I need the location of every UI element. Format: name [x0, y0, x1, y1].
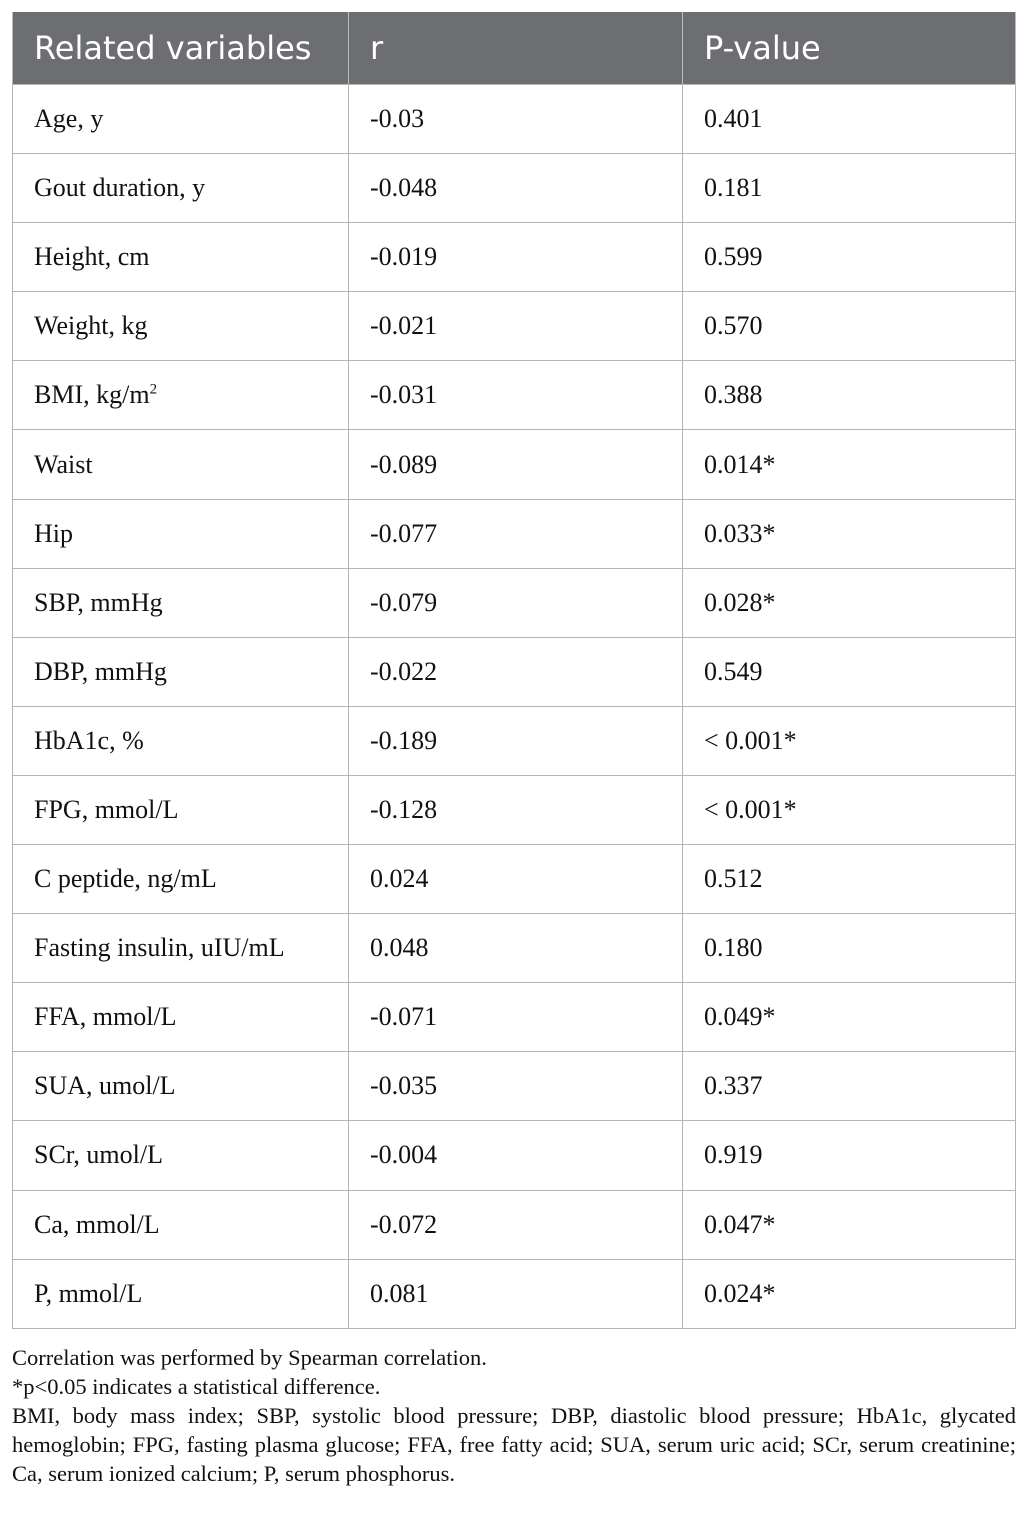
- table-row: [13, 845, 1016, 914]
- r-cell: -0.128: [349, 775, 683, 844]
- p-value-cell: < 0.001*: [683, 775, 1016, 844]
- p-value-cell: 0.401: [683, 85, 1016, 154]
- table-row: [13, 430, 1016, 499]
- p-value-cell: 0.388: [683, 361, 1016, 430]
- table-row: [13, 775, 1016, 844]
- table-row: [13, 568, 1016, 637]
- p-value-cell: 0.570: [683, 292, 1016, 361]
- r-cell: -0.071: [349, 983, 683, 1052]
- p-value-cell: 0.599: [683, 223, 1016, 292]
- p-value-cell: < 0.001*: [683, 706, 1016, 775]
- table-row: [13, 292, 1016, 361]
- variable-cell: Ca, mmol/L: [13, 1190, 349, 1259]
- variable-cell: Gout duration, y: [13, 154, 349, 223]
- variable-cell: Height, cm: [13, 223, 349, 292]
- table-row: [13, 1190, 1016, 1259]
- variable-cell: FFA, mmol/L: [13, 983, 349, 1052]
- variable-cell: SCr, umol/L: [13, 1121, 349, 1190]
- table-row: [13, 85, 1016, 154]
- table-row: [13, 1259, 1016, 1328]
- r-cell: -0.03: [349, 85, 683, 154]
- variable-cell: C peptide, ng/mL: [13, 845, 349, 914]
- header-related-variables: Related variables: [13, 12, 349, 85]
- header-p-value: P-value: [683, 12, 1016, 85]
- p-value-cell: 0.024*: [683, 1259, 1016, 1328]
- footnote-method: Correlation was performed by Spearman correlation.: [12, 1345, 487, 1370]
- table-row: [13, 983, 1016, 1052]
- table-footnotes: [12, 1343, 1016, 1488]
- table-row: [13, 361, 1016, 430]
- variable-cell: HbA1c, %: [13, 706, 349, 775]
- variable-cell: SBP, mmHg: [13, 568, 349, 637]
- variable-cell: Age, y: [13, 85, 349, 154]
- table-body: [13, 85, 1016, 1329]
- p-value-cell: 0.033*: [683, 499, 1016, 568]
- r-cell: 0.024: [349, 845, 683, 914]
- variable-cell: DBP, mmHg: [13, 637, 349, 706]
- r-cell: -0.021: [349, 292, 683, 361]
- table-row: [13, 1121, 1016, 1190]
- r-cell: -0.031: [349, 361, 683, 430]
- r-cell: -0.022: [349, 637, 683, 706]
- p-value-cell: 0.180: [683, 914, 1016, 983]
- r-cell: -0.089: [349, 430, 683, 499]
- variable-cell: FPG, mmol/L: [13, 775, 349, 844]
- table-row: [13, 1052, 1016, 1121]
- p-value-cell: 0.049*: [683, 983, 1016, 1052]
- table-header: [13, 12, 1016, 85]
- table-row: [13, 637, 1016, 706]
- variable-cell: Fasting insulin, uIU/mL: [13, 914, 349, 983]
- r-cell: -0.079: [349, 568, 683, 637]
- variable-cell: Weight, kg: [13, 292, 349, 361]
- r-cell: -0.048: [349, 154, 683, 223]
- footnote-abbreviations: BMI, body mass index; SBP, systolic blood pressure; DBP, diastolic blood pressure; HbA1c, glycated hemoglobin; FPG, fasting plasma glucose; FFA, free fatty acid; SUA, serum uric acid; SCr, serum creatinine; Ca, serum ionized calcium; P, serum phosphorus.: [12, 1403, 1016, 1486]
- header-r: r: [349, 12, 683, 85]
- variable-cell: SUA, umol/L: [13, 1052, 349, 1121]
- p-value-cell: 0.014*: [683, 430, 1016, 499]
- p-value-cell: 0.512: [683, 845, 1016, 914]
- r-cell: -0.004: [349, 1121, 683, 1190]
- variable-cell: Waist: [13, 430, 349, 499]
- superscript: 2: [149, 381, 158, 398]
- p-value-cell: 0.549: [683, 637, 1016, 706]
- r-cell: -0.189: [349, 706, 683, 775]
- p-value-cell: 0.919: [683, 1121, 1016, 1190]
- footnote-significance: *p<0.05 indicates a statistical difference.: [12, 1374, 381, 1399]
- p-value-cell: 0.028*: [683, 568, 1016, 637]
- r-cell: -0.035: [349, 1052, 683, 1121]
- r-cell: -0.019: [349, 223, 683, 292]
- variable-cell: Hip: [13, 499, 349, 568]
- table-row: [13, 706, 1016, 775]
- r-cell: -0.072: [349, 1190, 683, 1259]
- variable-cell: BMI, $kg/m^2$: [13, 361, 349, 430]
- table-row: [13, 223, 1016, 292]
- variable-cell: P, mmol/L: [13, 1259, 349, 1328]
- p-value-cell: 0.181: [683, 154, 1016, 223]
- table-row: [13, 499, 1016, 568]
- r-cell: -0.077: [349, 499, 683, 568]
- correlation-table: [12, 12, 1016, 1329]
- p-value-cell: 0.337: [683, 1052, 1016, 1121]
- r-cell: 0.048: [349, 914, 683, 983]
- r-cell: 0.081: [349, 1259, 683, 1328]
- table-row: [13, 154, 1016, 223]
- header-row: [13, 12, 1016, 85]
- table-row: [13, 914, 1016, 983]
- correlation-table-container: [12, 12, 1015, 1329]
- p-value-cell: 0.047*: [683, 1190, 1016, 1259]
